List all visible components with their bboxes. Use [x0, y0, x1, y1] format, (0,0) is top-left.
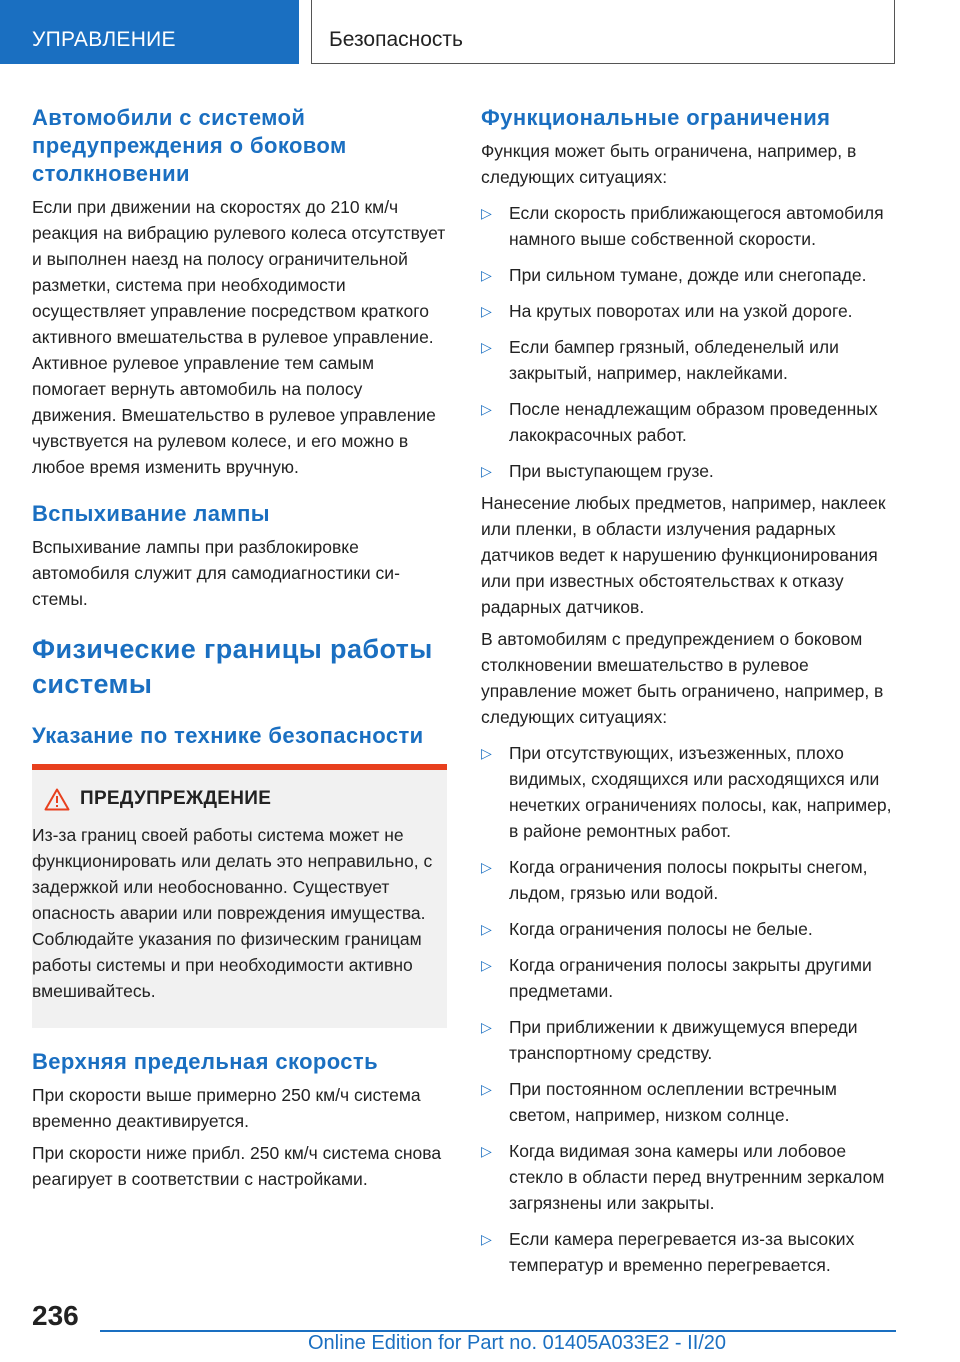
topic-tab — [311, 0, 895, 64]
paragraph-speed-above: При скорости выше примерно 250 км/ч система временно деактивируется. — [32, 1085, 421, 1131]
bullet-arrow-icon: ▷ — [481, 1143, 492, 1159]
paragraph-radar-items: Нанесение любых предметов, например, наклеек или пленки, в области излучения радарных датчиков ведет к нарушению функционирования или при известных обстоятельствах к отказу радарных датчиков. — [481, 493, 886, 617]
section-title: УПРАВЛЕНИЕ — [32, 28, 176, 51]
list-item: ▷ Если камера перегревается из-за высоких температур и временно перегревается. — [481, 1226, 896, 1278]
page-number: 236 — [32, 1300, 79, 1331]
left-column — [32, 104, 447, 1192]
topic-title: Безопасность — [329, 28, 463, 51]
bullet-arrow-icon: ▷ — [481, 267, 492, 283]
heading-speed-limit: Верхняя предельная скорость — [32, 1049, 379, 1074]
list-item: ▷ Когда ограничения полосы покрыты снегом, льдом, грязью или водой. — [481, 854, 896, 906]
heading-safety-note: Указание по технике безопасности — [32, 723, 424, 748]
bullet-arrow-icon: ▷ — [481, 339, 492, 355]
list-item: ▷ При сильном тумане, дожде или снегопаде. — [481, 262, 896, 288]
bullet-arrow-icon: ▷ — [481, 921, 492, 937]
list-item: ▷ После ненадлежащим образом проведенных лакокрасочных работ. — [481, 396, 896, 448]
warning-triangle-icon — [44, 788, 70, 811]
list-item: ▷ При отсутствующих, изъезженных, плохо видимых, сходящихся или расходящихся или нечетких ограничениях полосы, как, например, в районе ремонтных работ. — [481, 740, 896, 844]
heading-system-limits: Физические границы работы системы — [32, 634, 433, 699]
bullet-arrow-icon: ▷ — [481, 463, 492, 479]
bullet-arrow-icon: ▷ — [481, 745, 492, 761]
paragraph-speed-below: При скорости ниже прибл. 250 км/ч система снова реагирует в соответствии с настройками. — [32, 1143, 442, 1189]
bullet-list-situations — [481, 200, 896, 484]
warning-title: ПРЕДУПРЕЖДЕНИЕ — [80, 788, 272, 809]
bullet-arrow-icon: ▷ — [481, 859, 492, 875]
paragraph-side-collision: Если при движении на скоростях до 210 км/ч реакция на вибрацию рулевого колеса отсутствует и выполнен наезд на полосу ограничительной разметки, система при необходимости осуществляет управление посредством краткого активного вмешательства в рулевое управление. Активное рулевое управление тем самым помогает вернуть автомобиль на полосу движения. Вмешательство в рулевое управление чувствуется на рулевом колесе, и его можно в любое время изменить вручную. — [32, 197, 446, 477]
bullet-arrow-icon: ▷ — [481, 957, 492, 973]
bullet-list-steering — [481, 740, 896, 1278]
list-item: ▷ На крутых поворотах или на узкой дороге. — [481, 298, 896, 324]
list-item: ▷ Когда видимая зона камеры или лобовое стекло в области перед внутренним зеркалом загрязнены или закрыты. — [481, 1138, 896, 1216]
list-item: ▷ При приближении к движущемуся впереди транспортному средству. — [481, 1014, 896, 1066]
list-item: ▷ При выступающем грузе. — [481, 458, 896, 484]
bullet-arrow-icon: ▷ — [481, 1081, 492, 1097]
list-item: ▷ Когда ограничения полосы не белые. — [481, 916, 896, 942]
warning-text: Из-за границ своей работы система может не функционировать или делать это неправильно, с задержкой или необоснованно. Существует опасность аварии или повреждения имущества. Соблюдайте указания по физическим границам работы системы и при необходимости активно вмешивайтесь. — [32, 825, 433, 1001]
heading-lamp-flash: Вспыхивание лампы — [32, 501, 270, 526]
paragraph-functional-limits: Функция может быть ограничена, например, в следующих ситуациях: — [481, 141, 857, 187]
heading-side-collision: Автомобили с системой предупреждения о боковом столкновении — [32, 105, 347, 186]
list-item: ▷ Если бампер грязный, обледенелый или закрытый, например, наклейками. — [481, 334, 896, 386]
warning-box — [32, 764, 447, 1028]
heading-functional-limits: Функциональные ограничения — [481, 105, 831, 130]
section-tab — [0, 0, 299, 64]
bullet-arrow-icon: ▷ — [481, 401, 492, 417]
bullet-arrow-icon: ▷ — [481, 1019, 492, 1035]
list-item: ▷ Когда ограничения полосы закрыты другими предметами. — [481, 952, 896, 1004]
footer-edition-link[interactable]: Online Edition for Part no. 01405A033E2 - II/20 — [308, 1332, 727, 1354]
bullet-arrow-icon: ▷ — [481, 1231, 492, 1247]
right-column — [481, 104, 896, 1278]
list-item: ▷ Если скорость приближающегося автомобиля намного выше собственной скорости. — [481, 200, 896, 252]
paragraph-lamp-flash: Вспыхивание лампы при разблокировке автомобиля служит для самодиагностики системы. — [32, 537, 400, 609]
paragraph-steering-limits: В автомобилям с предупреждением о боковом столкновении вмешательство в рулевое управление может быть ограничено, например, в следующих ситуациях: — [481, 629, 884, 727]
bullet-arrow-icon: ▷ — [481, 303, 492, 319]
warning-title-row — [36, 786, 447, 812]
list-item: ▷ При постоянном ослеплении встречным светом, например, низком солнце. — [481, 1076, 896, 1128]
bullet-arrow-icon: ▷ — [481, 205, 492, 221]
